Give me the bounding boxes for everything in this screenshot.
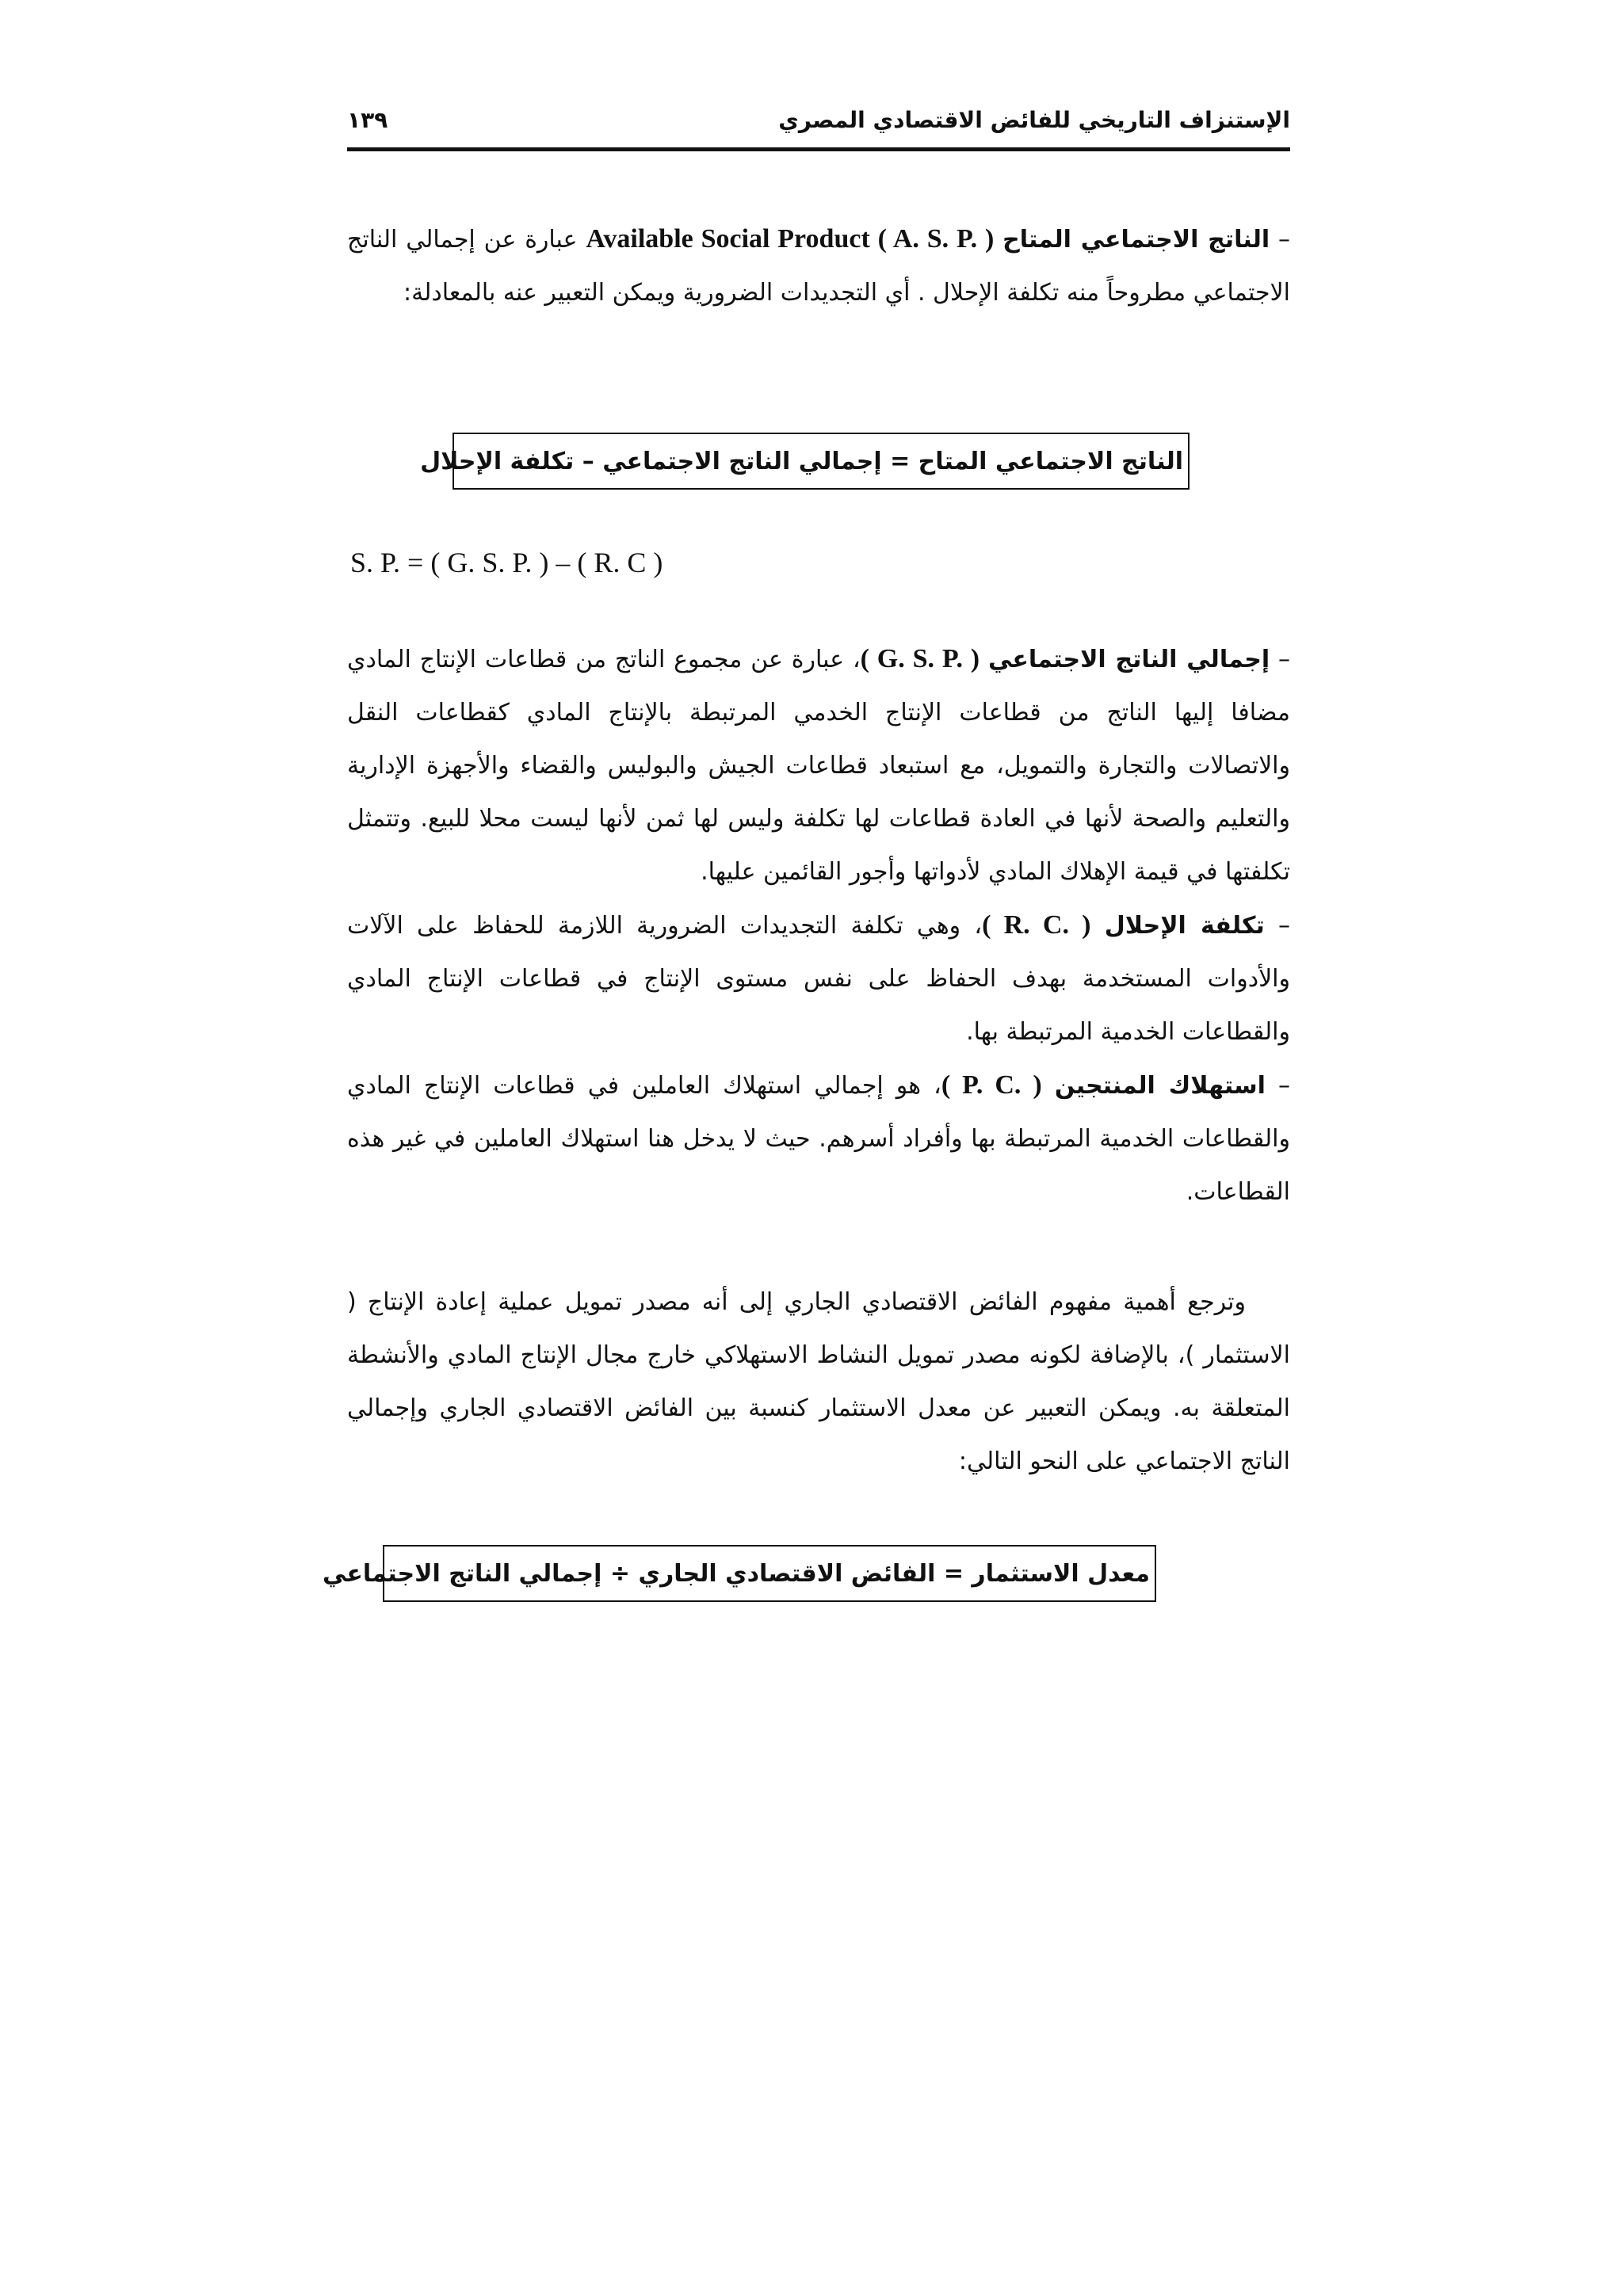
definition-rc (347, 898, 1290, 1058)
definition-gsp (347, 632, 1290, 898)
abbr-asp: Available Social Product ( A. S. P. ) (586, 224, 995, 254)
formula-box-asp (420, 433, 1190, 490)
definitions-list (347, 632, 1290, 1219)
importance-text: وترجع أهمية مفهوم الفائض الاقتصادي الجاري إلى أنه مصدر تمويل عملية إعادة الإنتاج ( الاستثمار )، بالإضافة لكونه مصدر تمويل النشاط الاستهلاكي خارج مجال الإنتاج المادي والأنشطة المتعلقة به. ويمكن التعبير عن معدل الاستثمار كنسبة بين الفائض الاقتصادي الجاري وإجمالي الناتج الاجتماعي على النحو التالي: (347, 1288, 1290, 1475)
term-pc: استهلاك المنتجين (1054, 1072, 1266, 1100)
term-rc: تكلفة الإحلال (1104, 912, 1265, 940)
page-number: ١٣٩ (347, 107, 388, 133)
definition-asp (347, 212, 1290, 319)
definition-pc (347, 1058, 1290, 1219)
importance-paragraph (347, 1276, 1290, 1488)
definition-rc-text: ، وهي تكلفة التجديدات الضرورية اللازمة للحفاظ على الآلات والأدوات المستخدمة بهدف الحفاظ على نفس مستوى الإنتاج في قطاعات الإنتاج المادي والقطاعات الخدمية المرتبطة بها. (347, 912, 1290, 1046)
formula-latin: S. P. = ( G. S. P. ) – ( R. C ) (350, 547, 663, 578)
term-gsp: إجمالي الناتج الاجتماعي (988, 646, 1270, 673)
page-header (347, 103, 1290, 151)
dash: – (1270, 226, 1290, 254)
abbr-rc: ( R. C. ) (982, 910, 1091, 940)
formula-asp: الناتج الاجتماعي المتاح = إجمالي الناتج الاجتماعي – تكلفة الإحلال (420, 448, 1183, 475)
formula-investment: معدل الاستثمار = الفائض الاقتصادي الجاري ÷ إجمالي الناتج الاجتماعي (323, 1560, 1150, 1588)
dash: – (1270, 646, 1290, 673)
definition-asp-paragraph (347, 212, 1290, 319)
header-rule (347, 147, 1290, 151)
abbr-pc: ( P. C. ) (941, 1070, 1042, 1100)
running-title: الإستنزاف التاريخي للفائض الاقتصادي المصري (778, 107, 1290, 133)
definition-pc-text: ، هو إجمالي استهلاك العاملين في قطاعات الإنتاج المادي والقطاعات الخدمية المرتبطة بها وأفراد أسرهم. حيث لا يدخل هنا استهلاك العاملين في غير هذه القطاعات. (347, 1072, 1290, 1206)
dash: – (1265, 1072, 1290, 1100)
dash: – (1264, 912, 1290, 940)
abbr-gsp: ( G. S. P. ) (860, 644, 980, 673)
term-asp: الناتج الاجتماعي المتاح (1002, 226, 1270, 254)
definition-gsp-text: ، عبارة عن مجموع الناتج من قطاعات الإنتاج المادي مضافا إليها الناتج من قطاعات الإنتاج الخدمي المرتبطة بالإنتاج المادي كقطاعات النقل والاتصالات والتجارة والتمويل، مع استبعاد قطاعات الجيش والبوليس والقضاء والأجهزة الإدارية والتعليم والصحة لأنها في العادة قطاعات لها تكلفة وليس لها ثمن لأنها ليست محلا للبيع. وتتمثل تكلفتها في قيمة الإهلاك المادي لأدواتها وأجور القائمين عليها. (347, 646, 1290, 886)
formula-box-investment (323, 1545, 1156, 1602)
definition-asp-text: عبارة عن إجمالي الناتج الاجتماعي مطروحاً منه تكلفة الإحلال . أي التجديدات الضرورية ويمكن التعبير عنه بالمعادلة: (347, 226, 1290, 307)
